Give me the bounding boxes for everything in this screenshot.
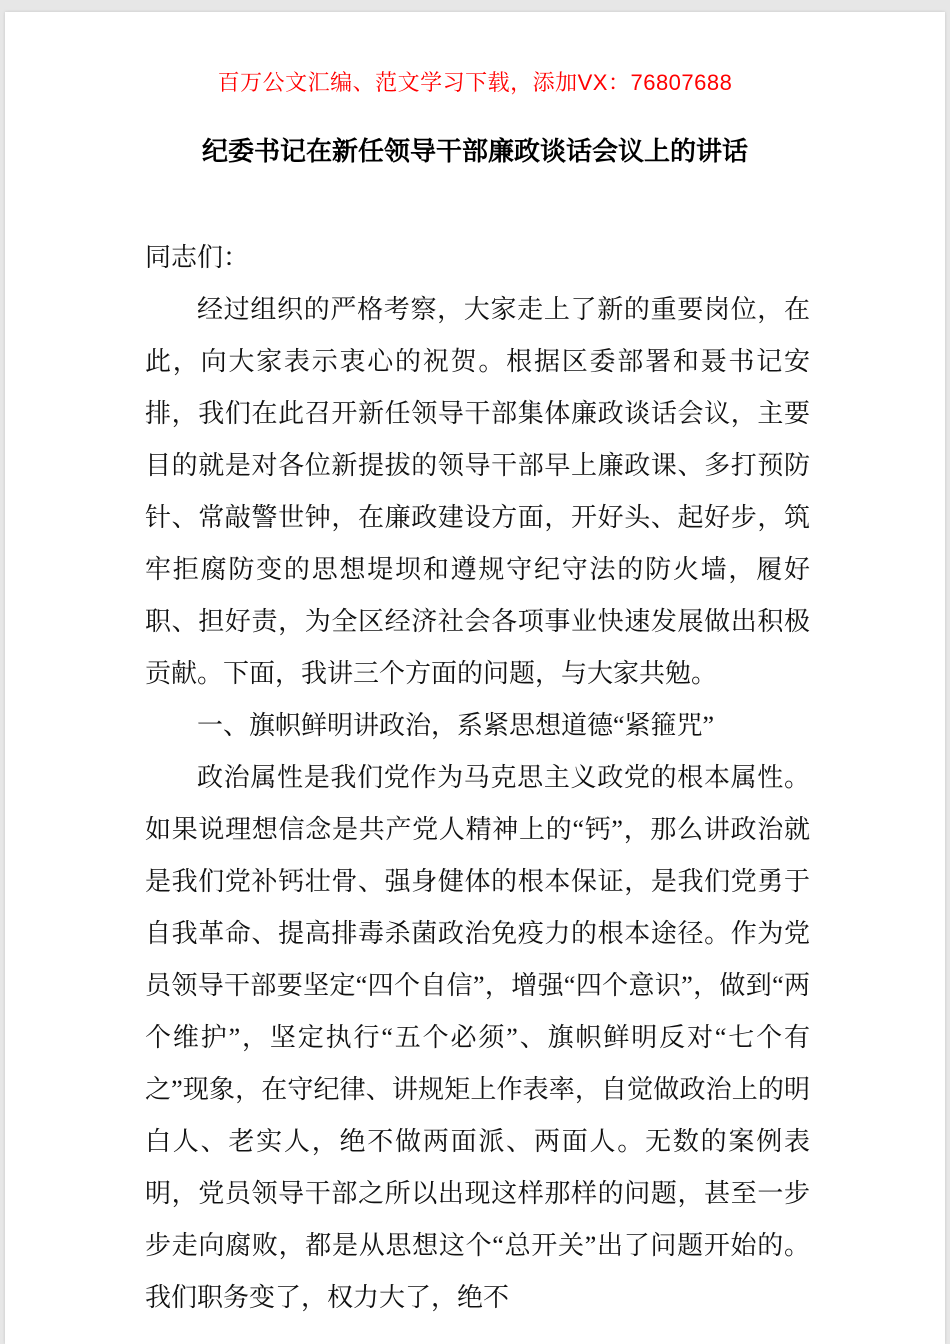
paragraph-body-2: 政治属性是我们党作为马克思主义政党的根本属性。如果说理想信念是共产党人精神上的“钙”，那么讲政治就是我们党补钙壮骨、强身健体的根本保证，是我们党勇于自我革命、提高排毒杀菌政治免疫力的根本途径。作为党员领导干部要坚定“四个自信”，增强“四个意识”，做到“两个维护”，坚定执行“五个必须”、旗帜鲜明反对“七个有之”现象，在守纪律、讲规矩上作表率，自觉做政治上的明白人、老实人，绝不做两面派、两面人。无数的案例表明，党员领导干部之所以出现这样那样的问题，甚至一步步走向腐败，都是从思想这个“总开关”出了问题开始的。我们职务变了，权力大了，绝不 (145, 763, 810, 1312)
section-heading-1: 一、旗帜鲜明讲政治，系紧思想道德“紧箍咒” (197, 711, 715, 740)
document-body (5, 232, 945, 1324)
paragraph-salutation: 同志们： (145, 243, 250, 272)
paragraph-body-1: 经过组织的严格考察，大家走上了新的重要岗位，在此，向大家表示衷心的祝贺。根据区委部署和聂书记安排，我们在此召开新任领导干部集体廉政谈话会议，主要目的就是对各位新提拔的领导干部早上廉政课、多打预防针、常敲警世钟，在廉政建设方面，开好头、起好步，筑牢拒腐防变的思想堤坝和遵规守纪守法的防火墙，履好职、担好责，为全区经济社会各项事业快速发展做出积极贡献。下面，我讲三个方面的问题，与大家共勉。 (145, 295, 810, 688)
promo-banner: 百万公文汇编、范文学习下载，添加VX：76807688 (217, 70, 733, 95)
document-page (5, 12, 945, 1344)
document-title: 纪委书记在新任领导干部廉政谈话会议上的讲话 (201, 136, 748, 166)
